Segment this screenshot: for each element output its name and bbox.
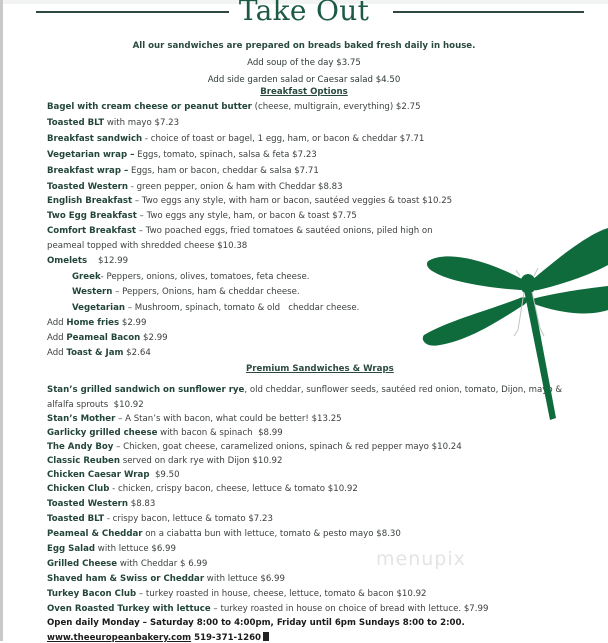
item-desc: – Mushroom, spinach, tomato & old cheddar cheese. bbox=[125, 303, 360, 313]
menu-item bbox=[47, 256, 128, 266]
item-desc: Eggs, ham or bacon, cheddar & salsa $7.71 bbox=[128, 166, 319, 176]
addon-name: Toast & Jam bbox=[66, 348, 124, 358]
item-desc: – turkey roasted in house, cheese, lettuce, tomato & bacon $10.92 bbox=[136, 589, 427, 599]
item-name: Toasted BLT bbox=[47, 514, 105, 524]
item-name: Bagel with cream cheese or peanut butter bbox=[47, 102, 252, 112]
menu-item bbox=[47, 559, 207, 569]
item-desc: – turkey roasted in house on choice of bread with lettuce. $7.99 bbox=[210, 604, 489, 614]
menu-item bbox=[47, 211, 357, 221]
dragonfly-icon bbox=[420, 210, 608, 430]
menu-item bbox=[47, 456, 282, 466]
item-name: Toasted BLT bbox=[47, 118, 105, 128]
addon-item bbox=[47, 348, 151, 358]
menu-item-continued bbox=[47, 400, 144, 410]
item-name: Turkey Bacon Club bbox=[47, 589, 137, 599]
opening-hours: Open daily Monday – Saturday 8:00 to 4:00pm, Friday until 6pm Sundays 8:00 to 2:00. bbox=[47, 618, 465, 628]
item-desc: peameal topped with shredded cheese $10.38 bbox=[47, 241, 248, 251]
menu-item bbox=[47, 226, 433, 236]
item-desc: , old cheddar, sunflower seeds, sautéed red onion, tomato, Dijon, mayo & bbox=[244, 385, 563, 395]
addon-price: $2.64 bbox=[123, 348, 151, 358]
item-desc: – A Stan’s with bacon, what could be better! $13.25 bbox=[115, 414, 342, 424]
item-name: Comfort Breakfast bbox=[47, 226, 137, 236]
item-desc: with mayo $7.23 bbox=[104, 118, 180, 128]
addon-item bbox=[47, 318, 146, 328]
omelet-option bbox=[72, 287, 300, 297]
item-name: Greek bbox=[72, 272, 101, 282]
menu-item bbox=[47, 574, 285, 584]
omelet-option bbox=[72, 272, 309, 282]
item-desc: – Two eggs any style, ham, or bacon & toast $7.75 bbox=[136, 211, 357, 221]
item-desc: $9.50 bbox=[149, 470, 180, 480]
menu-item bbox=[47, 414, 342, 424]
item-name: Stan’s grilled sandwich on sunflower rye bbox=[47, 385, 245, 395]
menu-item bbox=[47, 428, 283, 438]
premium-heading: Premium Sandwiches & Wraps bbox=[246, 364, 394, 374]
item-name: Grilled Cheese bbox=[47, 559, 118, 569]
menu-item bbox=[47, 196, 452, 206]
item-name: Breakfast sandwich bbox=[47, 134, 143, 144]
menu-item bbox=[47, 499, 155, 509]
intro-note: All our sandwiches are prepared on breads baked fresh daily in house. bbox=[132, 41, 476, 51]
page-title: Take Out bbox=[238, 0, 370, 27]
menu-item bbox=[47, 484, 358, 494]
breakfast-heading-wrap bbox=[0, 87, 608, 97]
addon-prefix: Add bbox=[47, 318, 67, 328]
item-name: Toasted Western bbox=[47, 499, 129, 509]
title-rule-right bbox=[393, 11, 584, 13]
item-name: Vegetarian wrap – bbox=[47, 150, 135, 160]
addon-prefix: Add bbox=[47, 348, 67, 358]
item-name: Stan’s Mother bbox=[47, 414, 116, 424]
addon-item bbox=[47, 333, 168, 343]
item-name: Oven Roasted Turkey with lettuce bbox=[47, 604, 211, 614]
addon-name: Home fries bbox=[66, 318, 120, 328]
menu-item bbox=[47, 134, 424, 144]
menu-item bbox=[47, 166, 319, 176]
item-desc: - crispy bacon, lettuce & tomato $7.23 bbox=[104, 514, 273, 524]
menu-item bbox=[47, 604, 488, 614]
item-desc: $12.99 bbox=[87, 256, 129, 266]
item-name: Shaved ham & Swiss or Cheddar bbox=[47, 574, 205, 584]
item-desc: Eggs, tomato, spinach, salsa & feta $7.23 bbox=[134, 150, 317, 160]
omelet-option bbox=[72, 303, 359, 313]
menu-item bbox=[47, 442, 462, 452]
contact-line bbox=[47, 632, 269, 643]
item-desc: - choice of toast or bagel, 1 egg, ham, or bacon & cheddar $7.71 bbox=[142, 134, 425, 144]
item-name: Two Egg Breakfast bbox=[47, 211, 137, 221]
item-name: Egg Salad bbox=[47, 544, 96, 554]
title-row bbox=[0, 0, 608, 34]
item-name: Vegetarian bbox=[72, 303, 125, 313]
menu-item bbox=[47, 182, 343, 192]
item-name: Breakfast wrap – bbox=[47, 166, 129, 176]
phone-icon bbox=[263, 632, 269, 641]
addon-price: $2.99 bbox=[119, 318, 147, 328]
item-desc: - green pepper, onion & ham with Cheddar $8.83 bbox=[128, 182, 343, 192]
website-link[interactable]: www.theeuropeanbakery.com bbox=[47, 633, 192, 643]
intro-salad: Add side garden salad or Caesar salad $4.50 bbox=[207, 75, 401, 85]
item-desc: (cheese, multigrain, everything) $2.75 bbox=[251, 102, 421, 112]
item-name: Chicken Caesar Wrap bbox=[47, 470, 150, 480]
breakfast-heading: Breakfast Options bbox=[260, 87, 348, 97]
watermark: menupix bbox=[376, 548, 466, 570]
item-desc: with Cheddar $ 6.99 bbox=[117, 559, 208, 569]
menu-item bbox=[47, 150, 317, 160]
item-desc: with bacon & spinach $8.99 bbox=[157, 428, 283, 438]
intro-soup: Add soup of the day $3.75 bbox=[247, 58, 361, 68]
item-name: Classic Reuben bbox=[47, 456, 120, 466]
item-name: English Breakfast bbox=[47, 196, 133, 206]
item-desc: with lettuce $6.99 bbox=[95, 544, 176, 554]
menu-item bbox=[47, 529, 401, 539]
item-name: Western bbox=[72, 287, 113, 297]
item-desc: – Chicken, goat cheese, caramelized onions, spinach & red pepper mayo $10.24 bbox=[113, 442, 462, 452]
menu-item-continued bbox=[47, 241, 247, 251]
menu-item bbox=[47, 102, 421, 112]
menu-item bbox=[47, 514, 273, 524]
menu-item bbox=[47, 118, 179, 128]
menu-item bbox=[47, 589, 427, 599]
item-desc: with lettuce $6.99 bbox=[204, 574, 285, 584]
addon-price: $2.99 bbox=[140, 333, 168, 343]
item-desc: - Peppers, onions, olives, tomatoes, feta cheese. bbox=[100, 272, 310, 282]
addon-prefix: Add bbox=[47, 333, 67, 343]
item-desc: – Peppers, Onions, ham & cheddar cheese. bbox=[112, 287, 300, 297]
item-name: Toasted Western bbox=[47, 182, 129, 192]
item-name: Chicken Club bbox=[47, 484, 110, 494]
item-desc: served on dark rye with Dijon $10.92 bbox=[119, 456, 283, 466]
item-desc: alfalfa sprouts $10.92 bbox=[47, 400, 144, 410]
item-desc: $8.83 bbox=[128, 499, 156, 509]
item-desc: - chicken, crispy bacon, cheese, lettuce & tomato $10.92 bbox=[109, 484, 358, 494]
item-desc: – Two poached eggs, fried tomatoes & sautéed onions, piled high on bbox=[136, 226, 433, 236]
menu-item bbox=[47, 544, 176, 554]
menu-item bbox=[47, 470, 180, 480]
item-name: Omelets bbox=[47, 256, 88, 266]
item-name: Garlicky grilled cheese bbox=[47, 428, 158, 438]
item-name: The Andy Boy bbox=[47, 442, 114, 452]
item-name: Peameal & Cheddar bbox=[47, 529, 143, 539]
item-desc: on a ciabatta bun with lettuce, tomato & pesto mayo $8.30 bbox=[142, 529, 401, 539]
phone-number: 519-371-1260 bbox=[191, 633, 262, 643]
addon-name: Peameal Bacon bbox=[66, 333, 141, 343]
item-desc: – Two eggs any style, with ham or bacon, sautéed veggies & toast $10.25 bbox=[132, 196, 453, 206]
